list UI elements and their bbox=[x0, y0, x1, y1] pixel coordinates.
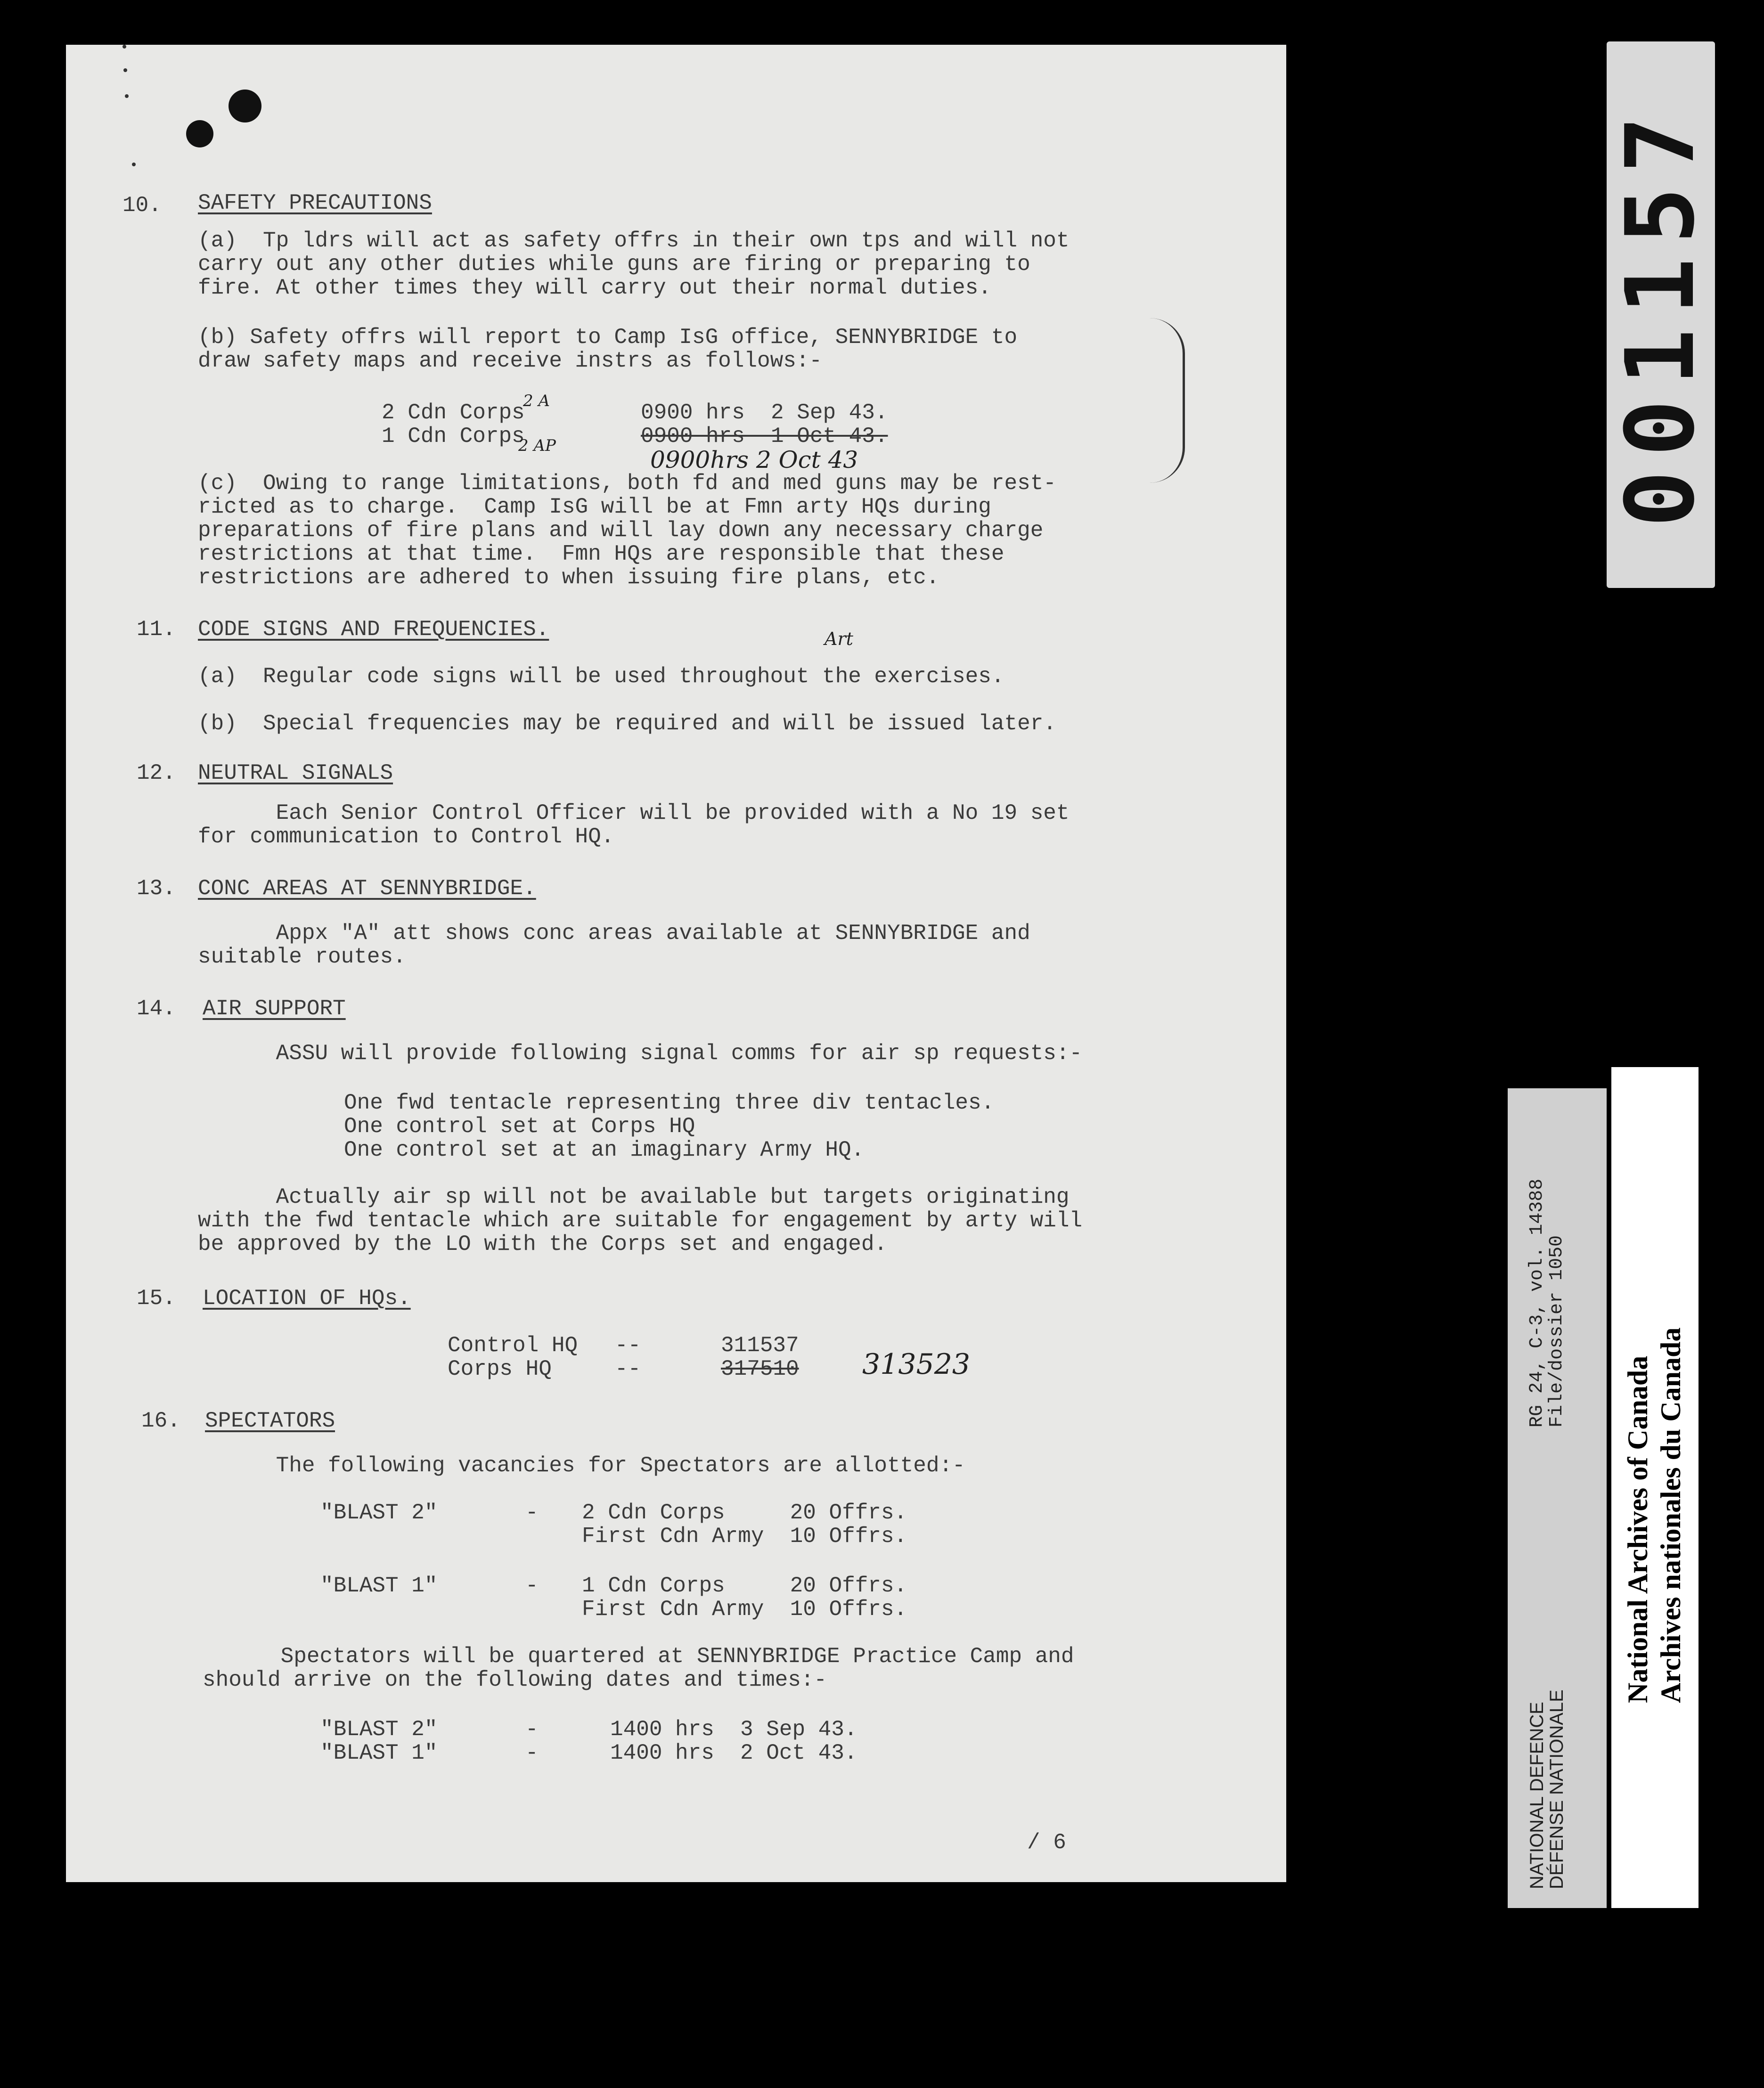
handwritten-correction: 313523 bbox=[862, 1348, 971, 1381]
schedule-time: 0900 hrs 2 Sep 43. bbox=[641, 400, 888, 425]
arrive-dash: - bbox=[525, 1741, 539, 1765]
section-heading: AIR SUPPORT bbox=[203, 996, 346, 1021]
hq-ref: 317510 bbox=[721, 1357, 799, 1381]
body-line: The following vacancies for Spectators are allotted:- bbox=[198, 1453, 965, 1478]
alloc-dash: - bbox=[525, 1501, 539, 1525]
section-heading: CODE SIGNS AND FREQUENCIES. bbox=[198, 617, 549, 642]
body-line: (c) Owing to range limitations, both fd and med guns may be rest- bbox=[198, 471, 1056, 496]
department-en: NATIONAL DEFENCE bbox=[1527, 1702, 1547, 1889]
record-group: RG 24, C-3, vol. 14388 bbox=[1527, 1178, 1548, 1427]
body-line: Each Senior Control Officer will be provided with a No 19 set bbox=[198, 801, 1070, 825]
department-fr: DÉFENSE NATIONALE bbox=[1546, 1689, 1567, 1889]
body-line: (a) Regular code signs will be used throughout the exercises. bbox=[198, 664, 1004, 689]
section-number: 15. bbox=[137, 1286, 176, 1311]
archive-name-en: National Archives of Canada bbox=[1622, 1355, 1653, 1703]
arrive-exercise: "BLAST 2" bbox=[320, 1717, 438, 1742]
section-heading: SPECTATORS bbox=[205, 1409, 335, 1433]
reel-number-strip bbox=[1607, 41, 1715, 588]
alloc-line: First Cdn Army 10 Offrs. bbox=[582, 1597, 907, 1622]
alloc-exercise: "BLAST 2" bbox=[320, 1501, 438, 1525]
hq-ref: 311537 bbox=[721, 1333, 799, 1358]
continuation-marker: / 6 bbox=[1027, 1830, 1066, 1855]
section-number: 16. bbox=[141, 1409, 180, 1433]
arrive-when: 1400 hrs 3 Sep 43. bbox=[610, 1717, 858, 1742]
section-number: 12. bbox=[137, 761, 176, 785]
body-line: (b) Safety offrs will report to Camp IsG office, SENNYBRIDGE to bbox=[198, 325, 1018, 350]
alloc-exercise: "BLAST 1" bbox=[320, 1574, 438, 1598]
schedule-unit: 1 Cdn Corps bbox=[382, 424, 525, 449]
section-heading: LOCATION OF HQs. bbox=[203, 1286, 411, 1311]
document-body bbox=[66, 45, 1286, 1882]
body-line: draw safety maps and receive instrs as follows:- bbox=[198, 349, 823, 373]
handwritten-mark: Art bbox=[825, 628, 853, 649]
list-line: One fwd tentacle representing three div tentacles. bbox=[344, 1091, 995, 1115]
section-number: 14. bbox=[137, 996, 176, 1021]
body-line: for communication to Control HQ. bbox=[198, 824, 614, 849]
body-line: should arrive on the following dates and times:- bbox=[203, 1668, 827, 1692]
body-line: suitable routes. bbox=[198, 945, 406, 969]
hq-name: Corps HQ bbox=[448, 1357, 552, 1381]
alloc-line: First Cdn Army 10 Offrs. bbox=[582, 1524, 907, 1549]
alloc-line: 1 Cdn Corps 20 Offrs. bbox=[582, 1574, 907, 1598]
list-line: One control set at an imaginary Army HQ. bbox=[344, 1138, 865, 1162]
body-line: ricted as to charge. Camp IsG will be at Fmn arty HQs during bbox=[198, 495, 991, 519]
body-line: fire. At other times they will carry out their normal duties. bbox=[198, 276, 991, 300]
hq-name: Control HQ bbox=[448, 1333, 578, 1358]
section-heading: CONC AREAS AT SENNYBRIDGE. bbox=[198, 876, 536, 901]
arrive-when: 1400 hrs 2 Oct 43. bbox=[610, 1741, 858, 1765]
section-number: 10. bbox=[122, 193, 162, 218]
archive-name-fr: Archives nationales du Canada bbox=[1655, 1327, 1686, 1703]
section-heading: SAFETY PRECAUTIONS bbox=[198, 191, 432, 215]
handwritten-correction: 0900hrs 2 Oct 43 bbox=[650, 446, 858, 473]
alloc-line: 2 Cdn Corps 20 Offrs. bbox=[582, 1501, 907, 1525]
hq-dash: -- bbox=[615, 1357, 641, 1381]
reel-number: 001157 bbox=[1606, 102, 1715, 528]
body-line: Spectators will be quartered at SENNYBRIDGE Practice Camp and bbox=[203, 1644, 1074, 1669]
body-line: Appx "A" att shows conc areas available at SENNYBRIDGE and bbox=[198, 921, 1030, 946]
arrive-dash: - bbox=[525, 1717, 539, 1742]
handwritten-brace bbox=[1150, 318, 1185, 483]
alloc-dash: - bbox=[525, 1574, 539, 1598]
file-reference: File/dossier 1050 bbox=[1546, 1235, 1568, 1427]
schedule-unit: 2 Cdn Corps bbox=[382, 400, 525, 425]
document-page bbox=[66, 45, 1286, 1882]
body-line: restrictions are adhered to when issuing fire plans, etc. bbox=[198, 565, 939, 590]
archive-reference-label bbox=[1508, 1088, 1607, 1908]
archive-name-label bbox=[1611, 1067, 1699, 1908]
body-line: restrictions at that time. Fmn HQs are responsible that these bbox=[198, 542, 1004, 566]
list-line: One control set at Corps HQ bbox=[344, 1114, 695, 1139]
body-line: Actually air sp will not be available but targets originating bbox=[198, 1185, 1070, 1209]
body-line: carry out any other duties while guns are firing or preparing to bbox=[198, 252, 1030, 277]
body-line: (a) Tp ldrs will act as safety offrs in their own tps and will not bbox=[198, 228, 1070, 253]
handwritten-mark: 2 AP bbox=[518, 436, 556, 455]
body-line: be approved by the LO with the Corps set and engaged. bbox=[198, 1232, 888, 1256]
section-heading: NEUTRAL SIGNALS bbox=[198, 761, 393, 785]
section-number: 11. bbox=[137, 617, 176, 642]
handwritten-mark: 2 A bbox=[523, 392, 550, 410]
body-line: (b) Special frequencies may be required and will be issued later. bbox=[198, 711, 1056, 736]
body-line: with the fwd tentacle which are suitable for engagement by arty will bbox=[198, 1208, 1083, 1233]
section-number: 13. bbox=[137, 876, 176, 901]
body-line: ASSU will provide following signal comms for air sp requests:- bbox=[198, 1041, 1083, 1066]
arrive-exercise: "BLAST 1" bbox=[320, 1741, 438, 1765]
body-line: preparations of fire plans and will lay down any necessary charge bbox=[198, 518, 1044, 543]
hq-dash: -- bbox=[615, 1333, 641, 1358]
schedule-time: 0900 hrs 1 Oct 43. bbox=[641, 424, 888, 449]
